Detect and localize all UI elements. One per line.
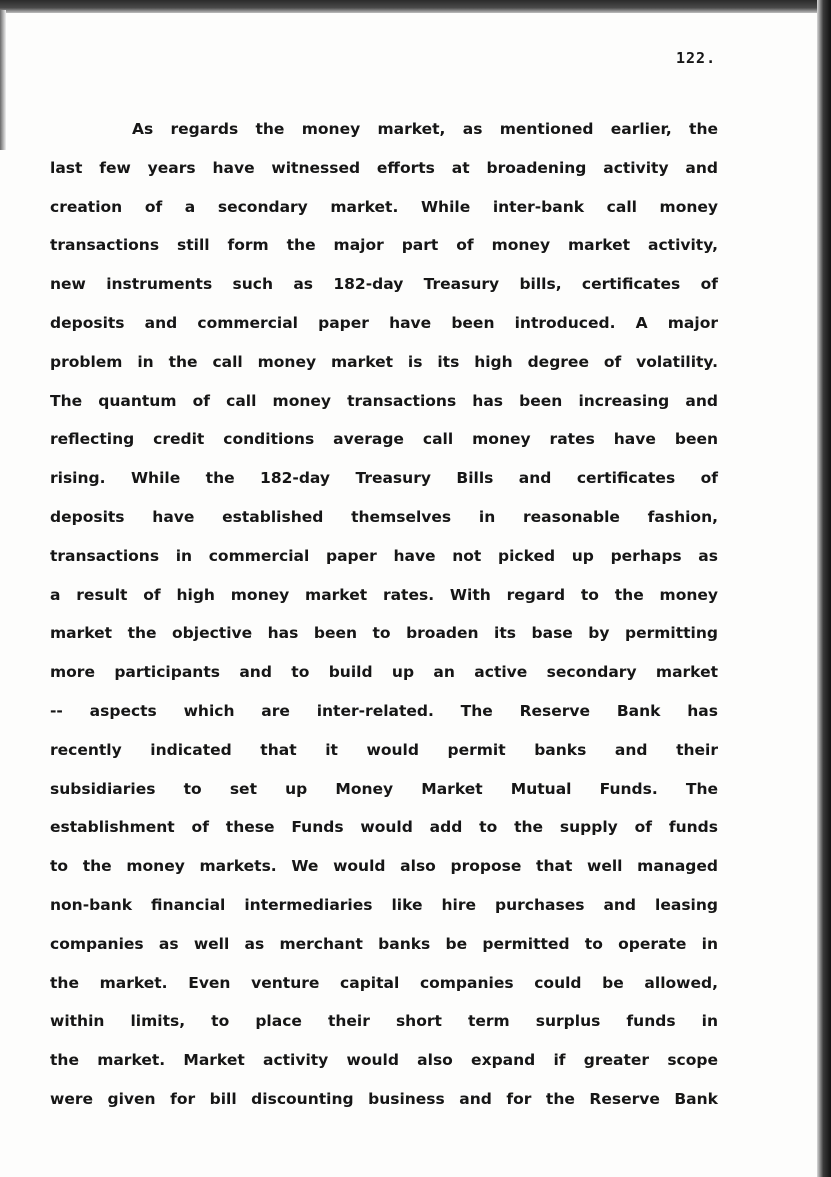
body-paragraph (50, 117, 718, 1126)
page-number: 122. (676, 49, 717, 67)
text-line: a result of high money market rates. With regard to the money (50, 585, 718, 604)
text-line: deposits have established themselves in reasonable fashion, (50, 507, 718, 526)
text-line: market the objective has been to broaden its base by permitting (50, 624, 718, 643)
text-line: were given for bill discounting business and for the Reserve Bank (50, 1089, 718, 1108)
text-line: last few years have witnessed efforts at broadening activity and (50, 158, 718, 177)
text-line: The quantum of call money transactions has been increasing and (50, 391, 718, 410)
text-line: -- aspects which are inter-related. The Reserve Bank has (50, 701, 718, 720)
text-line: transactions still form the major part of money market activity, (50, 236, 718, 255)
text-line: reflecting credit conditions average call money rates have been (50, 430, 718, 449)
text-line: non-bank financial intermediaries like hire purchases and leasing (50, 895, 718, 914)
text-line: new instruments such as 182-day Treasury bills, certificates of (50, 275, 718, 294)
text-line: deposits and commercial paper have been introduced. A major (50, 313, 718, 332)
text-line: the market. Market activity would also expand if greater scope (50, 1051, 718, 1070)
text-line: establishment of these Funds would add to the supply of funds (50, 818, 718, 837)
scan-edge-top (0, 0, 831, 13)
text-line: recently indicated that it would permit banks and their (50, 740, 718, 759)
text-line: problem in the call money market is its high degree of volatility. (50, 352, 718, 371)
text-line: subsidiaries to set up Money Market Mutual Funds. The (50, 779, 718, 798)
scan-edge-left (0, 10, 6, 150)
text-line: transactions in commercial paper have not picked up perhaps as (50, 546, 718, 565)
text-line: more participants and to build up an active secondary market (50, 663, 718, 682)
text-line: to the money markets. We would also propose that well managed (50, 857, 718, 876)
text-line: rising. While the 182-day Treasury Bills and certificates of (50, 469, 718, 488)
scan-edge-right (817, 0, 831, 1177)
text-line: companies as well as merchant banks be permitted to operate in (50, 934, 718, 953)
text-line: creation of a secondary market. While inter-bank call money (50, 197, 718, 216)
text-line: As regards the money market, as mentioned earlier, the (132, 120, 718, 138)
text-line: within limits, to place their short term surplus funds in (50, 1012, 718, 1031)
text-line: the market. Even venture capital companies could be allowed, (50, 973, 718, 992)
